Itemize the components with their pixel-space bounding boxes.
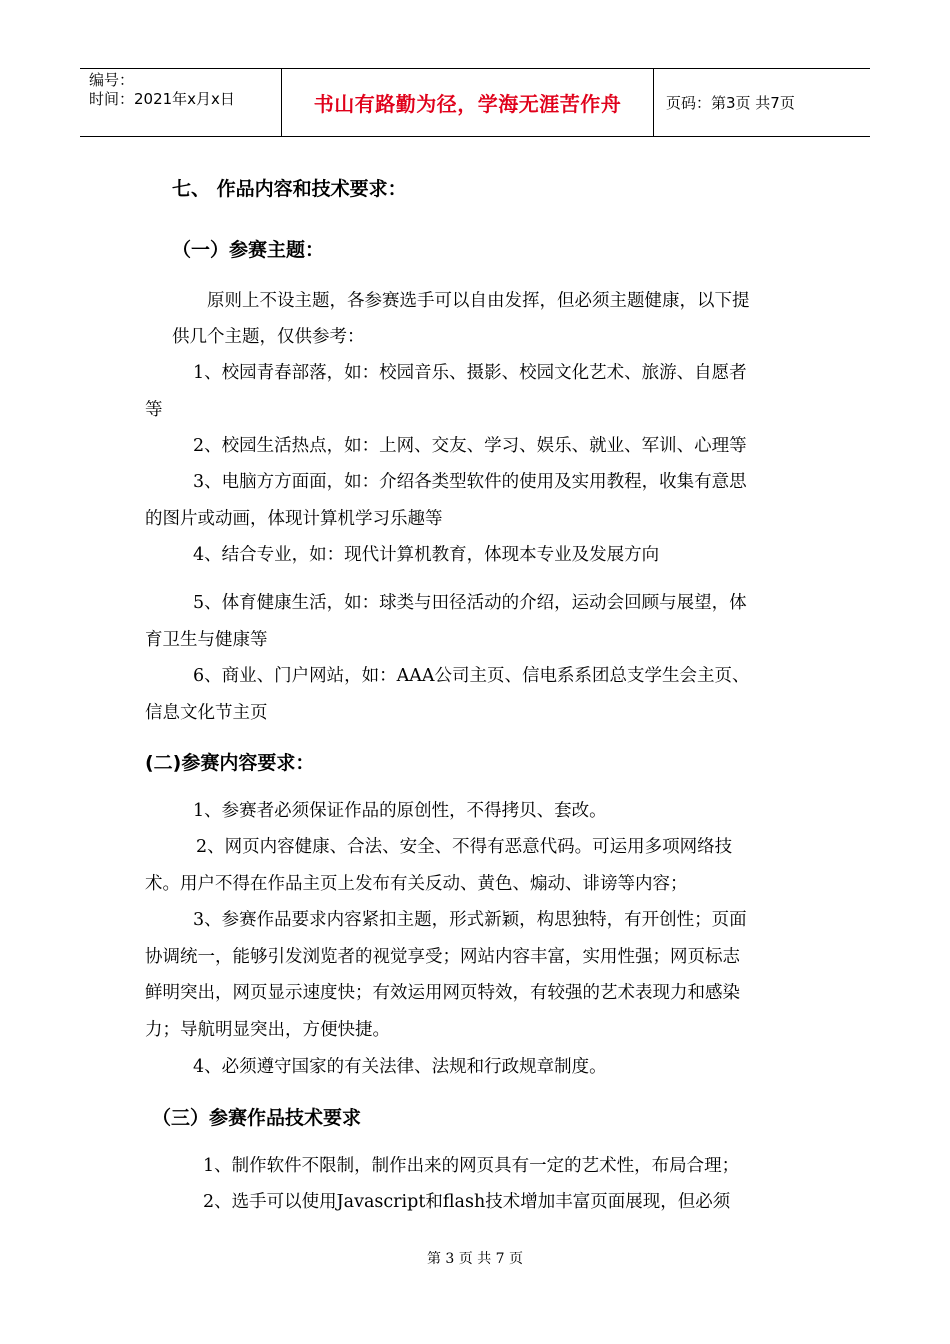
- sub2-heading: (二)参赛内容要求：: [145, 752, 315, 774]
- sub1-heading: （一）参赛主题：: [172, 239, 325, 261]
- sub2-line: 3、参赛作品要求内容紧扣主题，形式新颖，构思独特，有开创性；页面: [193, 910, 747, 930]
- sub1-line: 5、体育健康生活，如：球类与田径活动的介绍，运动会回顾与展望，体: [193, 593, 747, 613]
- sub1-line: 的图片或动画，体现计算机学习乐趣等: [145, 509, 443, 529]
- sub1-line: 4、结合专业，如：现代计算机教育，体现本专业及发展方向: [193, 545, 660, 565]
- sub3-line: 2、选手可以使用Javascript和flash技术增加丰富页面展现，但必须: [203, 1192, 731, 1212]
- sub1-line: 原则上不设主题，各参赛选手可以自由发挥，但必须主题健康，以下提: [207, 291, 750, 311]
- sub1-line: 2、校园生活热点，如：上网、交友、学习、娱乐、就业、军训、心理等: [193, 436, 747, 456]
- header-left-cell: [80, 69, 282, 136]
- sub3-heading: （三）参赛作品技术要求: [152, 1107, 362, 1129]
- sub2-line: 协调统一，能够引发浏览者的视觉享受；网站内容丰富，实用性强；网页标志: [145, 947, 740, 967]
- sub2-line: 力；导航明显突出，方便快捷。: [145, 1020, 390, 1040]
- page-info: 页码：第3页 共7页: [666, 94, 795, 112]
- section-title: 七、 作品内容和技术要求：: [172, 178, 407, 200]
- sub1-line: 供几个主题，仅供参考：: [172, 327, 365, 347]
- sub2-line: 1、参赛者必须保证作品的原创性，不得拷贝、套改。: [193, 801, 607, 821]
- page-footer: 第 3 页 共 7 页: [426, 1251, 524, 1267]
- sub3-line: 1、制作软件不限制，制作出来的网页具有一定的艺术性，布局合理；: [203, 1156, 740, 1176]
- sub1-line: 3、电脑方方面面，如：介绍各类型软件的使用及实用教程，收集有意思: [193, 472, 747, 492]
- sub2-line: 2、网页内容健康、合法、安全、不得有恶意代码。可运用多项网络技: [196, 837, 733, 857]
- motto: 书山有路勤为径，学海无涯苦作舟: [282, 69, 654, 136]
- sub1-line: 6、商业、门户网站，如：AAA公司主页、信电系系团总支学生会主页、: [193, 666, 750, 686]
- date-label: 时间：2021年x月x日: [89, 90, 235, 108]
- sub1-line: 1、校园青春部落，如：校园音乐、摄影、校园文化艺术、旅游、自愿者: [193, 363, 747, 383]
- sub2-line: 鲜明突出，网页显示速度快；有效运用网页特效，有较强的艺术表现力和感染: [145, 983, 740, 1003]
- number-label: 编号：: [89, 71, 135, 89]
- header-table: [80, 68, 870, 137]
- sub1-line: 信息文化节主页: [145, 703, 268, 723]
- sub2-line: 术。用户不得在作品主页上发布有关反动、黄色、煽动、诽谤等内容；: [145, 874, 688, 894]
- sub1-line: 育卫生与健康等: [145, 630, 268, 650]
- sub2-line: 4、必须遵守国家的有关法律、法规和行政规章制度。: [193, 1057, 607, 1077]
- sub1-line: 等: [145, 400, 163, 420]
